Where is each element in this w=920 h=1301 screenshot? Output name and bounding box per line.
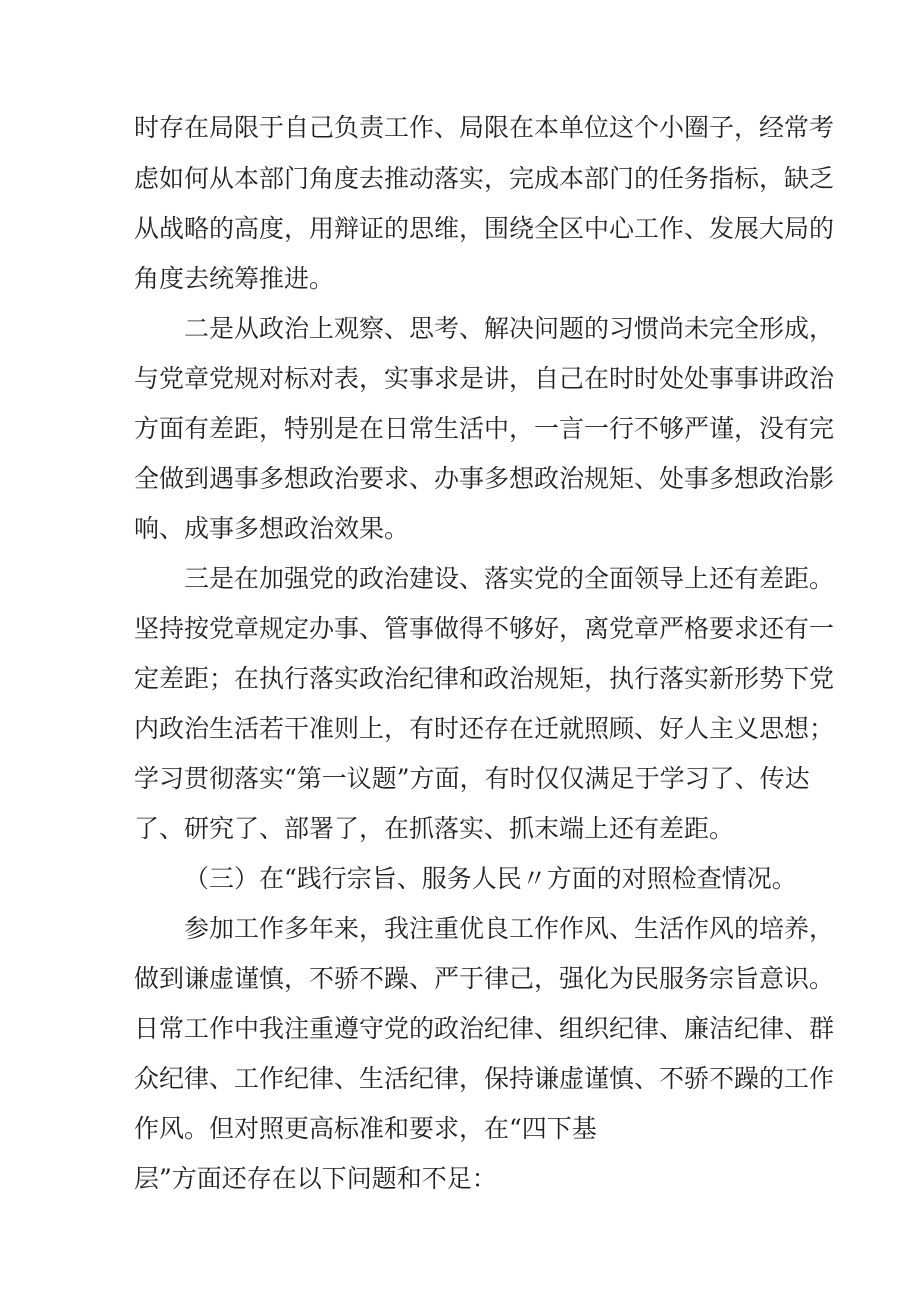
paragraph-5-line-2: 做到谦虚谨慎，不骄不躁、严于律己，强化为民服务宗旨意识。 — [134, 964, 835, 993]
paragraph-3-line-6: 了、研究了、部署了，在抓落实、抓末端上还有差距。 — [134, 814, 735, 843]
paragraph-3-line-1: 三是在加强党的政治建设、落实党的全面领导上还有差距。 — [184, 564, 835, 593]
paragraph-2-line-4: 全做到遇事多想政治要求、办事多想政治规矩、处事多想政治影 — [134, 464, 835, 493]
paragraph-3-line-3: 定差距；在执行落实政治纪律和政治规矩，执行落实新形势下党 — [134, 664, 835, 693]
paragraph-1-line-3: 从战略的高度，用辩证的思维，围绕全区中心工作、发展大局的 — [134, 214, 835, 243]
paragraph-2-line-5: 响、成事多想政治效果。 — [134, 514, 410, 543]
section-heading: （三）在“践行宗旨、服务人民〃方面的对照检查情况。 — [184, 864, 797, 893]
paragraph-3-line-4: 内政治生活若干准则上，有时还存在迁就照顾、好人主义思想； — [134, 714, 835, 743]
paragraph-5-line-1: 参加工作多年来，我注重优良工作作风、生活作风的培养， — [184, 914, 835, 943]
paragraph-5-line-6: 层”方面还存在以下问题和不足： — [134, 1164, 497, 1193]
paragraph-2-line-3: 方面有差距，特别是在日常生活中，一言一行不够严谨，没有完 — [134, 414, 835, 443]
paragraph-5-line-3: 日常工作中我注重遵守党的政治纪律、组织纪律、廉洁纪律、群 — [134, 1014, 835, 1043]
paragraph-1-line-2: 虑如何从本部门角度去推动落实，完成本部门的任务指标，缺乏 — [134, 164, 835, 193]
paragraph-1-line-1: 时存在局限于自己负责工作、局限在本单位这个小圈子，经常考 — [134, 113, 835, 142]
paragraph-5-line-5: 作风。但对照更高标准和要求，在“四下基 — [134, 1114, 597, 1143]
paragraph-5-line-4: 众纪律、工作纪律、生活纪律，保持谦虚谨慎、不骄不躁的工作 — [134, 1064, 835, 1093]
paragraph-2-line-2: 与党章党规对标对表，实事求是讲，自己在时时处处事事讲政治 — [134, 364, 835, 393]
paragraph-1-line-4: 角度去统筹推进。 — [134, 264, 335, 293]
paragraph-3-line-5: 学习贯彻落实“第一议题”方面，有时仅仅满足于学习了、传达 — [134, 764, 810, 793]
paragraph-2-line-1: 二是从政治上观察、思考、解决问题的习惯尚未完全形成， — [184, 314, 835, 343]
paragraph-3-line-2: 坚持按党章规定办事、管事做得不够好，离党章严格要求还有一 — [134, 614, 835, 643]
